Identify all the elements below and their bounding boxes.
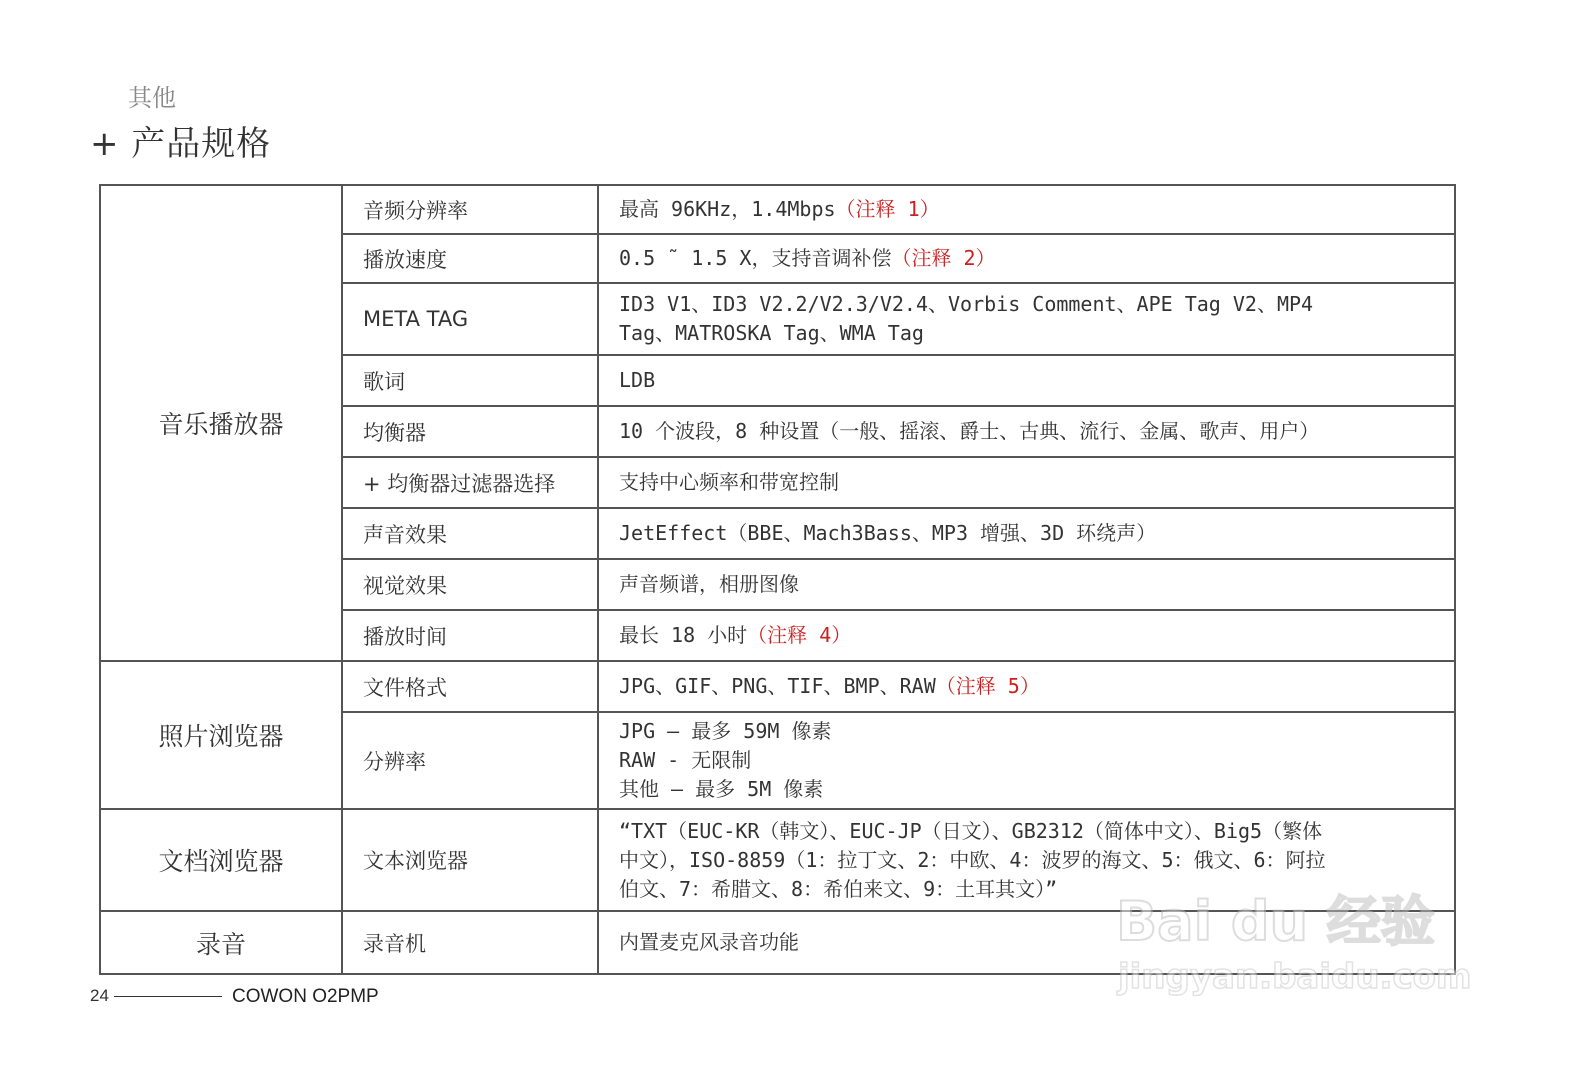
feature-label: 分辨率 bbox=[342, 712, 598, 809]
footer-model-name: COWON O2PMP bbox=[232, 986, 379, 1007]
watermark-brand: Bai du 经验 bbox=[1116, 890, 1435, 953]
category-document-viewer: 文档浏览器 bbox=[100, 809, 342, 911]
feature-value: JetEffect（BBE、Mach3Bass、MP3 增强、3D 环绕声） bbox=[598, 508, 1455, 559]
feature-label: 播放速度 bbox=[342, 234, 598, 283]
category-music-player: 音乐播放器 bbox=[100, 185, 342, 661]
value-text: JPG、GIF、PNG、TIF、BMP、RAW bbox=[619, 674, 936, 698]
feature-label: 文本浏览器 bbox=[342, 809, 598, 911]
value-line: JPG – 最多 59M 像素 bbox=[619, 719, 832, 743]
feature-value: 10 个波段，8 种设置（一般、摇滚、爵士、古典、流行、金属、歌声、用户） bbox=[598, 406, 1455, 457]
feature-value: 声音频谱，相册图像 bbox=[598, 559, 1455, 610]
value-line: RAW - 无限制 bbox=[619, 748, 752, 772]
value-line: ID3 V1、ID3 V2.2/V2.3/V2.4、Vorbis Comment、APE Tag V2、MP4 bbox=[619, 292, 1314, 316]
feature-value bbox=[598, 234, 1455, 283]
feature-label: 歌词 bbox=[342, 355, 598, 406]
baidu-watermark-logo bbox=[1112, 874, 1472, 1004]
feature-label: + 均衡器过滤器选择 bbox=[342, 457, 598, 508]
feature-label: 均衡器 bbox=[342, 406, 598, 457]
spec-row bbox=[100, 185, 1455, 234]
feature-value bbox=[598, 610, 1455, 661]
category-recording: 录音 bbox=[100, 911, 342, 974]
feature-label: META TAG bbox=[342, 283, 598, 355]
feature-value bbox=[598, 185, 1455, 234]
feature-label: 文件格式 bbox=[342, 661, 598, 712]
watermark-url: jingyan.baidu.com bbox=[1118, 957, 1472, 997]
feature-label: 音频分辨率 bbox=[342, 185, 598, 234]
feature-value bbox=[598, 283, 1455, 355]
feature-label: 录音机 bbox=[342, 911, 598, 974]
feature-value: 内置麦克风录音功能 bbox=[598, 911, 1455, 974]
feature-label: 播放时间 bbox=[342, 610, 598, 661]
spec-row bbox=[100, 661, 1455, 712]
feature-label: 声音效果 bbox=[342, 508, 598, 559]
footer-divider bbox=[114, 996, 222, 997]
feature-value bbox=[598, 661, 1455, 712]
feature-value bbox=[598, 712, 1455, 809]
note-reference: （注释 5） bbox=[935, 674, 1040, 698]
value-line: 中文），ISO-8859（1：拉丁文、2：中欧、4：波罗的海文、5：俄文、6：阿拉 bbox=[619, 847, 1326, 872]
feature-value: 支持中心频率和带宽控制 bbox=[598, 457, 1455, 508]
page-title: + 产品规格 bbox=[90, 124, 272, 164]
value-text: 最长 18 小时 bbox=[619, 623, 748, 647]
feature-label: 视觉效果 bbox=[342, 559, 598, 610]
value-text: 0.5 ˜ 1.5 X，支持音调补偿 bbox=[619, 246, 892, 270]
note-reference: （注释 1） bbox=[835, 197, 940, 221]
page-number: 24 bbox=[90, 986, 109, 1005]
value-line: “TXT（EUC-KR（韩文）、EUC-JP（日文）、GB2312（简体中文）、Big5（繁体 bbox=[619, 818, 1323, 843]
spec-table bbox=[99, 184, 1456, 975]
category-photo-viewer: 照片浏览器 bbox=[100, 661, 342, 809]
value-line: 其他 – 最多 5M 像素 bbox=[619, 777, 824, 801]
value-line: 伯文、7：希腊文、8：希伯来文、9：土耳其文）” bbox=[619, 876, 1058, 901]
section-label: 其他 bbox=[128, 84, 176, 112]
value-line: Tag、MATROSKA Tag、WMA Tag bbox=[619, 321, 924, 345]
value-text: 最高 96KHz，1.4Mbps bbox=[619, 197, 836, 221]
note-reference: （注释 2） bbox=[891, 246, 996, 270]
note-reference: （注释 4） bbox=[747, 623, 852, 647]
feature-value: LDB bbox=[598, 355, 1455, 406]
